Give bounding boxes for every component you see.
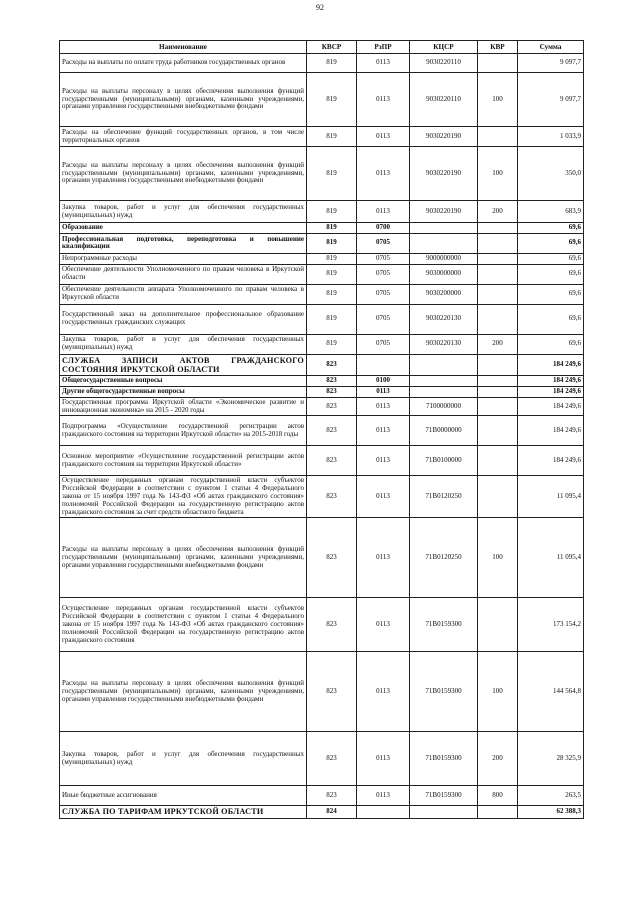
cell-kvsr: 819 [307, 334, 357, 354]
cell-kcsr: 9030200000 [410, 284, 478, 304]
cell-name: Государственный заказ на дополнительное профессиональное образование государственных гражданских служащих [60, 304, 307, 334]
cell-rzpr: 0705 [357, 334, 410, 354]
cell-rzpr: 0113 [357, 397, 410, 416]
cell-rzpr: 0113 [357, 476, 410, 518]
cell-kvr: 200 [478, 732, 518, 786]
cell-name: Обеспечение деятельности Уполномоченного по правам человека в Иркутской области [60, 264, 307, 284]
cell-kvsr: 823 [307, 652, 357, 732]
cell-kvr: 100 [478, 147, 518, 201]
cell-kvsr: 823 [307, 354, 357, 375]
cell-sum: 1 033,9 [518, 127, 584, 147]
table-row [60, 127, 584, 147]
cell-kvr: 200 [478, 334, 518, 354]
header-kcsr: КЦСР [410, 41, 478, 54]
cell-name: Профессиональная подготовка, переподготовка и повышение квалификации [60, 233, 307, 253]
cell-rzpr: 0113 [357, 127, 410, 147]
cell-kvr [478, 386, 518, 397]
cell-kcsr [410, 376, 478, 387]
table-row [60, 147, 584, 201]
cell-name: Непрограммные расходы [60, 253, 307, 264]
cell-kcsr: 9030220190 [410, 127, 478, 147]
table-row [60, 201, 584, 223]
cell-rzpr: 0705 [357, 253, 410, 264]
cell-sum: 184 249,6 [518, 397, 584, 416]
header-kvsr: КВСР [307, 41, 357, 54]
table-row [60, 518, 584, 598]
cell-name: Закупка товаров, работ и услуг для обеспечения государственных (муниципальных) нужд [60, 201, 307, 223]
cell-sum: 184 249,6 [518, 446, 584, 476]
cell-kvsr: 823 [307, 786, 357, 806]
cell-rzpr: 0113 [357, 147, 410, 201]
table-row [60, 652, 584, 732]
table-row [60, 264, 584, 284]
cell-name: Другие общегосударственные вопросы [60, 386, 307, 397]
cell-kvsr: 819 [307, 233, 357, 253]
table-row [60, 253, 584, 264]
cell-sum: 184 249,6 [518, 376, 584, 387]
cell-rzpr: 0113 [357, 201, 410, 223]
table-row [60, 386, 584, 397]
cell-kvsr: 819 [307, 147, 357, 201]
cell-rzpr: 0113 [357, 652, 410, 732]
cell-sum: 263,5 [518, 786, 584, 806]
cell-kvr: 100 [478, 73, 518, 127]
budget-table [59, 40, 584, 819]
cell-sum: 350,0 [518, 147, 584, 201]
table-row [60, 397, 584, 416]
cell-name: Основное мероприятие «Осуществление государственной регистрации актов гражданского состояния на территории Иркутской области» [60, 446, 307, 476]
cell-sum: 144 564,8 [518, 652, 584, 732]
cell-kvr [478, 253, 518, 264]
cell-sum: 69,6 [518, 264, 584, 284]
cell-name: Закупка товаров, работ и услуг для обеспечения государственных (муниципальных) нужд [60, 334, 307, 354]
cell-kvr [478, 284, 518, 304]
cell-rzpr: 0705 [357, 264, 410, 284]
cell-sum: 173 154,2 [518, 598, 584, 652]
cell-kvsr: 823 [307, 476, 357, 518]
table-row [60, 376, 584, 387]
cell-kvr [478, 354, 518, 375]
cell-kvr [478, 264, 518, 284]
cell-sum: 184 249,6 [518, 354, 584, 375]
cell-kcsr: 9000000000 [410, 253, 478, 264]
table-row [60, 598, 584, 652]
cell-rzpr: 0705 [357, 284, 410, 304]
cell-name: Иные бюджетные ассигнования [60, 786, 307, 806]
cell-kvr [478, 476, 518, 518]
cell-kcsr: 9030220110 [410, 54, 478, 73]
cell-sum: 11 095,4 [518, 476, 584, 518]
cell-sum: 62 388,3 [518, 806, 584, 818]
cell-rzpr: 0113 [357, 518, 410, 598]
cell-sum: 69,6 [518, 253, 584, 264]
cell-kvsr: 819 [307, 264, 357, 284]
cell-kvr [478, 223, 518, 234]
cell-rzpr: 0113 [357, 54, 410, 73]
cell-name: Обеспечение деятельности аппарата Уполномоченного по правам человека в Иркутской области [60, 284, 307, 304]
cell-kvsr: 823 [307, 416, 357, 446]
cell-name: Осуществление переданных органам государственной власти субъектов Российской Федерации в соответствии с пунктом 1 статьи 4 Федерального закона от 15 ноября 1997 года № 143-ФЗ «Об актах гражданского состояния» полномочий Российской Федерации на государственную регистрацию актов гражданского состояния за счет средств областного бюджета [60, 476, 307, 518]
table-row [60, 223, 584, 234]
cell-kvr [478, 446, 518, 476]
cell-kvsr: 823 [307, 732, 357, 786]
cell-kvr [478, 304, 518, 334]
cell-rzpr: 0113 [357, 732, 410, 786]
cell-kvsr: 819 [307, 127, 357, 147]
cell-sum: 69,6 [518, 223, 584, 234]
cell-kvr [478, 376, 518, 387]
cell-kvsr: 819 [307, 54, 357, 73]
cell-kcsr [410, 354, 478, 375]
header-name: Наименование [60, 41, 307, 54]
cell-sum: 69,6 [518, 284, 584, 304]
cell-kcsr: 71В0100000 [410, 446, 478, 476]
table-row [60, 73, 584, 127]
table-row [60, 786, 584, 806]
cell-name: Расходы на выплаты персоналу в целях обеспечения выполнения функций государственными (муниципальными) органами, казенными учреждениями, органами управления государственными внебюджетными фондами [60, 147, 307, 201]
table-row [60, 334, 584, 354]
cell-rzpr: 0113 [357, 446, 410, 476]
cell-name: Расходы на выплаты персоналу в целях обеспечения выполнения функций государственными (муниципальными) органами, казенными учреждениями, органами управления государственными внебюджетными фондами [60, 518, 307, 598]
cell-rzpr: 0700 [357, 223, 410, 234]
cell-sum: 184 249,6 [518, 416, 584, 446]
cell-name: Подпрограмма «Осуществление государственной регистрации актов гражданского состояния на территории Иркутской области» на 2015-2018 годы [60, 416, 307, 446]
cell-kvsr: 819 [307, 284, 357, 304]
table-row [60, 416, 584, 446]
cell-name: Осуществление переданных органам государственной власти субъектов Российской Федерации в соответствии с пунктом 1 статьи 4 Федерального закона от 15 ноября 1997 года № 143-ФЗ «Об актах гражданского состояния» полномочий Российской Федерации на государственную регистрацию актов гражданского состояния [60, 598, 307, 652]
table-header-row [60, 41, 584, 54]
cell-sum: 184 249,6 [518, 386, 584, 397]
cell-kvr [478, 416, 518, 446]
cell-kcsr [410, 233, 478, 253]
cell-sum: 69,6 [518, 304, 584, 334]
cell-kvr: 800 [478, 786, 518, 806]
cell-sum: 9 097,7 [518, 73, 584, 127]
cell-rzpr: 0705 [357, 304, 410, 334]
cell-kvr: 100 [478, 652, 518, 732]
cell-rzpr [357, 806, 410, 818]
cell-kvsr: 823 [307, 518, 357, 598]
cell-kcsr: 71В0159300 [410, 598, 478, 652]
header-rzpr: РзПР [357, 41, 410, 54]
cell-kvsr: 819 [307, 304, 357, 334]
cell-name: Общегосударственные вопросы [60, 376, 307, 387]
cell-sum: 28 325,9 [518, 732, 584, 786]
cell-kcsr: 71В0120250 [410, 476, 478, 518]
cell-kvr [478, 397, 518, 416]
cell-kvsr: 824 [307, 806, 357, 818]
cell-kcsr: 9030220190 [410, 201, 478, 223]
cell-name: Расходы на обеспечение функций государственных органов, в том числе территориальных органов [60, 127, 307, 147]
table-body [60, 54, 584, 819]
cell-kcsr: 9030000000 [410, 264, 478, 284]
header-kvr: КВР [478, 41, 518, 54]
cell-kvsr: 819 [307, 253, 357, 264]
cell-kcsr: 9030220190 [410, 147, 478, 201]
cell-rzpr: 0113 [357, 73, 410, 127]
cell-kvsr: 823 [307, 386, 357, 397]
cell-name: СЛУЖБА ПО ТАРИФАМ ИРКУТСКОЙ ОБЛАСТИ [60, 806, 307, 818]
cell-kvsr: 819 [307, 201, 357, 223]
cell-kcsr: 71В0120250 [410, 518, 478, 598]
table-row [60, 233, 584, 253]
cell-name: СЛУЖБА ЗАПИСИ АКТОВ ГРАЖДАНСКОГО СОСТОЯНИЯ ИРКУТСКОЙ ОБЛАСТИ [60, 354, 307, 375]
cell-sum: 683,9 [518, 201, 584, 223]
cell-rzpr: 0113 [357, 598, 410, 652]
cell-kvsr: 823 [307, 446, 357, 476]
cell-kcsr: 9030220130 [410, 334, 478, 354]
cell-rzpr: 0113 [357, 386, 410, 397]
cell-kvsr: 819 [307, 73, 357, 127]
cell-kcsr [410, 806, 478, 818]
cell-kvsr: 823 [307, 598, 357, 652]
cell-kcsr: 71В0159300 [410, 652, 478, 732]
cell-kvr [478, 127, 518, 147]
cell-name: Государственная программа Иркутской области «Экономическое развитие и инновационная экономика» на 2015 - 2020 годы [60, 397, 307, 416]
cell-name: Расходы на выплаты персоналу в целях обеспечения выполнения функций государственными (муниципальными) органами, казенными учреждениями, органами управления государственными внебюджетными фондами [60, 652, 307, 732]
cell-rzpr [357, 354, 410, 375]
table-row [60, 54, 584, 73]
cell-sum: 69,6 [518, 334, 584, 354]
cell-kcsr: 71В0159300 [410, 786, 478, 806]
header-sum: Сумма [518, 41, 584, 54]
cell-rzpr: 0100 [357, 376, 410, 387]
cell-sum: 11 095,4 [518, 518, 584, 598]
cell-name: Расходы на выплаты персоналу в целях обеспечения выполнения функций государственными (муниципальными) органами, казенными учреждениями, органами управления государственными внебюджетными фондами [60, 73, 307, 127]
table-row [60, 304, 584, 334]
cell-rzpr: 0705 [357, 233, 410, 253]
table-row [60, 732, 584, 786]
cell-kcsr: 7100000000 [410, 397, 478, 416]
cell-kcsr: 71В0159300 [410, 732, 478, 786]
cell-kvr: 100 [478, 518, 518, 598]
cell-name: Расходы на выплаты по оплате труда работников государственных органов [60, 54, 307, 73]
page-number: 92 [316, 3, 324, 12]
table-row [60, 476, 584, 518]
cell-rzpr: 0113 [357, 786, 410, 806]
cell-kvsr: 823 [307, 397, 357, 416]
cell-kcsr: 9030220110 [410, 73, 478, 127]
cell-kvsr: 819 [307, 223, 357, 234]
cell-kvr [478, 54, 518, 73]
table-row [60, 284, 584, 304]
cell-kvr [478, 233, 518, 253]
cell-kvr [478, 598, 518, 652]
cell-kcsr: 9030220130 [410, 304, 478, 334]
cell-sum: 69,6 [518, 233, 584, 253]
cell-name: Образование [60, 223, 307, 234]
table-row [60, 446, 584, 476]
cell-kvr [478, 806, 518, 818]
table-row [60, 806, 584, 818]
cell-sum: 9 097,7 [518, 54, 584, 73]
cell-kvsr: 823 [307, 376, 357, 387]
cell-rzpr: 0113 [357, 416, 410, 446]
table-row [60, 354, 584, 375]
cell-kvr: 200 [478, 201, 518, 223]
cell-kcsr: 71В0000000 [410, 416, 478, 446]
cell-name: Закупка товаров, работ и услуг для обеспечения государственных (муниципальных) нужд [60, 732, 307, 786]
cell-kcsr [410, 386, 478, 397]
cell-kcsr [410, 223, 478, 234]
